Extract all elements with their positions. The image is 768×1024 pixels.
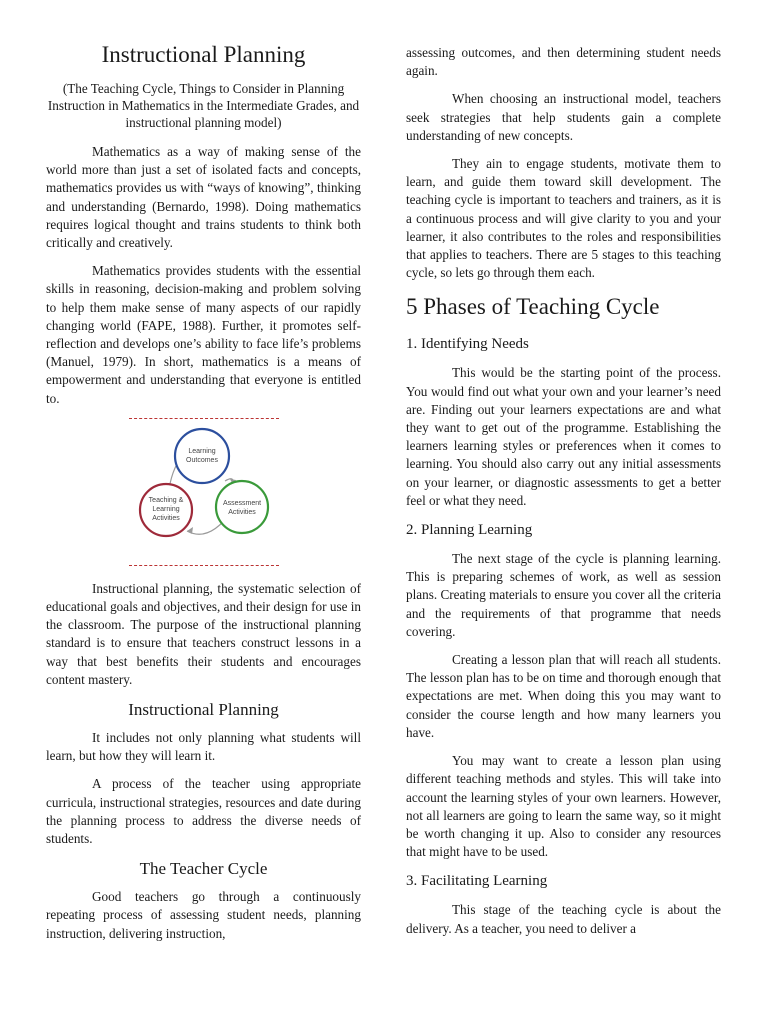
diagram-label: Teaching &: [148, 496, 183, 504]
diagram-label: Outcomes: [185, 456, 218, 464]
paragraph: assessing outcomes, and then determining student needs again.: [406, 45, 721, 79]
paragraph: They ain to engage students, motivate them to learn, and guide them toward skill development. The teaching cycle is important to teachers and trainers, as it is a continuous process and will give clarity to you and your learner, it also contributes to the roles and responsibilities that applies to teachers. There are 5 stages to this teaching cycle, so lets go through them each.: [406, 156, 721, 281]
section-heading: The Teacher Cycle: [139, 859, 268, 879]
step-heading: 2. Planning Learning: [406, 522, 533, 539]
learning-outcomes-circle: [175, 429, 229, 483]
paragraph: Mathematics as a way of making sense of the world more than just a set of isolated facts and concepts, mathematics provides us with “ways of knowing”, thinking and understanding (Bernardo, 1998). Doing mathematics requires logical thought and trains students to think both critically and creatively.: [46, 144, 361, 251]
paragraph: This stage of the teaching cycle is about the delivery. As a teacher, you need to deliver a: [406, 902, 721, 936]
paragraph: You may want to create a lesson plan using different teaching methods and styles. This will take into account the learning styles of your own learners. However, not all learners are going to learn the same way, so it might be worth changing it up. Also to consider any resources that might have to be used.: [406, 753, 721, 860]
paragraph: It includes not only planning what students will learn, but how they will learn it.: [46, 730, 361, 764]
paragraph: The next stage of the cycle is planning learning. This is preparing schemes of work, as well as session plans. Creating materials to ensure you cover all the criteria and the requirements of that programme that needs covering.: [406, 551, 721, 639]
left-column: [46, 40, 361, 953]
paragraph: Creating a lesson plan that will reach all students. The lesson plan has to be on time and thorough enough that expectations are met. When doing this you may want to consider the course length and how many learners you have.: [406, 652, 721, 740]
subtitle: (The Teaching Cycle, Things to Consider in Planning Instruction in Mathematics in the Intermediate Grades, and instructional planning model): [47, 81, 360, 130]
diagram-label: Assessment: [222, 499, 261, 507]
step-heading: 1. Identifying Needs: [406, 336, 529, 353]
teaching-cycle-diagram: [129, 423, 279, 553]
diagram-label: Activities: [151, 514, 180, 522]
paragraph: When choosing an instructional model, teachers seek strategies that help students gain a complete understanding of new concepts.: [406, 91, 721, 143]
right-column: [406, 44, 721, 948]
paragraph: Instructional planning, the systematic selection of educational goals and objectives, and their design for use in the classroom. The purpose of the instructional planning standard is to ensure that teachers construct lessons in a way that best benefits their students and encourages content mastery.: [46, 580, 361, 687]
diagram-label: Learning: [151, 505, 180, 513]
paragraph: This would be the starting point of the process. You would find out what your own and your learner’s need are. Finding out your learners expectations are and what they want to get out of the programme. Establishing the learners learning styles or preferences when it comes to learning. You should also carry out any initial assessments on your learner, or diagnostic assessments to get a better feel or what they need.: [406, 365, 721, 508]
section-heading: Instructional Planning: [128, 700, 279, 720]
divider: [129, 418, 279, 419]
divider: [129, 565, 279, 566]
paragraph: Mathematics provides students with the essential skills in reasoning, decision-making and problem solving to help them make sense of many aspects of our rapidly changing world (FAPE, 1988). Further, it promotes self-reflection and develops one’s ability to face life’s problems (Manuel, 1979). In short, mathematics is a means of empowerment and understanding that everyone is entitled to.: [46, 263, 361, 406]
step-heading: 3. Facilitating Learning: [406, 873, 548, 890]
paragraph: A process of the teacher using appropriate curricula, instructional strategies, resources and date during the planning process to address the diverse needs of students.: [46, 776, 361, 847]
paragraph: Good teachers go through a continuously repeating process of assessing student needs, planning instruction, delivering instruction,: [46, 889, 361, 941]
diagram-label: Learning: [187, 447, 216, 455]
diagram-label: Activities: [227, 508, 256, 516]
section-title: 5 Phases of Teaching Cycle: [406, 294, 660, 320]
assessment-activities-circle: [216, 481, 268, 533]
page-title: Instructional Planning: [101, 42, 306, 67]
